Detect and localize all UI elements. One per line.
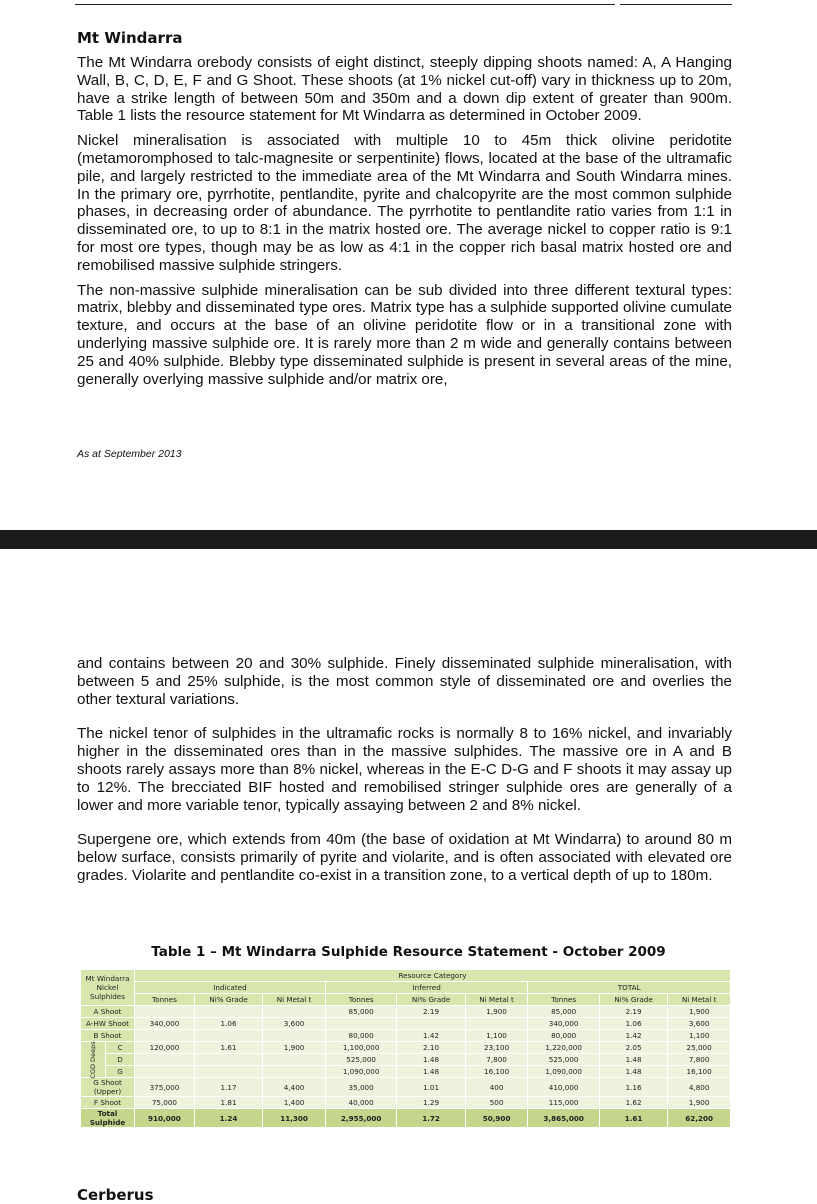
table-cell: 1.48	[397, 1066, 465, 1078]
column-header: Ni% Grade	[194, 994, 262, 1006]
table-cell: 16,100	[465, 1066, 528, 1078]
row-sublabel: G	[106, 1066, 135, 1078]
table-cell: 75,000	[135, 1097, 195, 1109]
table-cell: 1.24	[194, 1109, 262, 1128]
group-header-total: TOTAL	[528, 982, 731, 994]
table-cell: 1,100	[465, 1030, 528, 1042]
table-cell	[194, 1030, 262, 1042]
table-row	[81, 1054, 731, 1066]
table-cell: 25,000	[668, 1042, 731, 1054]
table-cell: 23,100	[465, 1042, 528, 1054]
table-cell: 910,000	[135, 1109, 195, 1128]
page-2-body	[77, 655, 732, 902]
section-heading: Mt Windarra	[77, 29, 183, 47]
top-rule-right	[620, 0, 732, 5]
row-sublabel: D	[106, 1054, 135, 1066]
table-cell: 1,900	[668, 1097, 731, 1109]
table-cell: 7,800	[668, 1054, 731, 1066]
cgd-deeps-label	[81, 1042, 106, 1078]
table-cell: 1.06	[599, 1018, 667, 1030]
table-cell: 80,000	[528, 1030, 599, 1042]
table-cell: 2.19	[599, 1006, 667, 1018]
table-cell: 35,000	[325, 1078, 396, 1097]
table-cell	[263, 1030, 326, 1042]
row-label: A Shoot	[81, 1006, 135, 1018]
table-cell	[325, 1018, 396, 1030]
table-cell: 375,000	[135, 1078, 195, 1097]
table-cell: 1,900	[263, 1042, 326, 1054]
row-sublabel: C	[106, 1042, 135, 1054]
group-header-inferred: Inferred	[325, 982, 528, 994]
table-cell: 1,090,000	[325, 1066, 396, 1078]
table-cell: 1,220,000	[528, 1042, 599, 1054]
paragraph: Supergene ore, which extends from 40m (the base of oxidation at Mt Windarra) to around 80 m below surface, consists primarily of pyrite and violarite, and is often associated with elevated ore grades. Violarite and pentlandite co-exist in a transition zone, to a vertical depth of up to 180m.	[77, 831, 732, 884]
table-cell: 120,000	[135, 1042, 195, 1054]
table-cell: 410,000	[528, 1078, 599, 1097]
column-header: Ni% Grade	[599, 994, 667, 1006]
row-label: A-HW Shoot	[81, 1018, 135, 1030]
page-divider	[0, 530, 817, 549]
table-cell: 1.61	[194, 1042, 262, 1054]
table-cell: 1.17	[194, 1078, 262, 1097]
page-1-body	[77, 29, 732, 395]
table-cell: 3,865,000	[528, 1109, 599, 1128]
table-row	[81, 1109, 731, 1128]
table-cell: 1.29	[397, 1097, 465, 1109]
table-cell: 1,100,000	[325, 1042, 396, 1054]
table-row	[81, 1006, 731, 1018]
table-cell: 62,200	[668, 1109, 731, 1128]
table-body	[81, 1006, 731, 1128]
row-label: B Shoot	[81, 1030, 135, 1042]
row-header: Mt Windarra Nickel Sulphides	[81, 970, 135, 1006]
next-section-heading: Cerberus	[77, 1186, 154, 1204]
table-cell: 1,090,000	[528, 1066, 599, 1078]
table-cell: 4,400	[263, 1078, 326, 1097]
table-cell: 50,900	[465, 1109, 528, 1128]
paragraph: The non-massive sulphide mineralisation can be sub divided into three different textural types: matrix, blebby and disseminated type ores. Matrix type has a sulphide supported olivine cumulate texture, and occurs at the base of an olivine peridotite flow or in a transitional zone with underlying massive sulphide ore. It is rarely more than 2 m wide and generally contains between 25 and 40% sulphide. Blebby type disseminated sulphide is present in several areas of the mine, generally overlying massive sulphide and/or matrix ore,	[77, 281, 732, 388]
table-cell: 1.81	[194, 1097, 262, 1109]
paragraph: The nickel tenor of sulphides in the ultramafic rocks is normally 8 to 16% nickel, and invariably higher in the disseminated ores than in the massive sulphides. The massive ore in A and B shoots rarely assays more than 8% nickel, whereas in the E-C D-G and F shoots it may assay up to 12%. The brecciated BIF hosted and remobilised stringer sulphide ores are generally of a lower and more variable tenor, typically assaying between 2 and 8% nickel.	[77, 725, 732, 814]
column-header: Tonnes	[528, 994, 599, 1006]
table-cell: 1,900	[465, 1006, 528, 1018]
table-cell: 11,300	[263, 1109, 326, 1128]
table-title: Table 1 – Mt Windarra Sulphide Resource Statement - October 2009	[151, 944, 666, 960]
table-cell: 1.42	[599, 1030, 667, 1042]
table-cell	[263, 1066, 326, 1078]
table-cell: 1.42	[397, 1030, 465, 1042]
table-cell: 2.05	[599, 1042, 667, 1054]
paragraph: The Mt Windarra orebody consists of eight distinct, steeply dipping shoots named: A, A Hanging Wall, B, C, D, E, F and G Shoot. These shoots (at 1% nickel cut-off) vary in thickness up to 20m, have a strike length of between 50m and 350m and a down dip extent of greater than 900m. Table 1 lists the resource statement for Mt Windarra as determined in October 2009.	[77, 54, 732, 125]
table-cell: 16,100	[668, 1066, 731, 1078]
table-cell: 1.06	[194, 1018, 262, 1030]
table-cell: 500	[465, 1097, 528, 1109]
column-header: Tonnes	[135, 994, 195, 1006]
column-header: Tonnes	[325, 994, 396, 1006]
row-label: F Shoot	[81, 1097, 135, 1109]
table-cell: 340,000	[135, 1018, 195, 1030]
table-cell: 1,400	[263, 1097, 326, 1109]
table-cell: 85,000	[325, 1006, 396, 1018]
table-cell	[135, 1006, 195, 1018]
table-row	[81, 1030, 731, 1042]
category-header: Resource Category	[135, 970, 731, 982]
table-cell	[263, 1054, 326, 1066]
table-cell: 525,000	[325, 1054, 396, 1066]
table-cell: 1,100	[668, 1030, 731, 1042]
table-cell	[135, 1066, 195, 1078]
table-cell: 85,000	[528, 1006, 599, 1018]
table-cell	[194, 1054, 262, 1066]
table-cell	[263, 1006, 326, 1018]
table-cell: 1.61	[599, 1109, 667, 1128]
table-row	[81, 1018, 731, 1030]
column-header: Ni% Grade	[397, 994, 465, 1006]
top-rule	[75, 0, 615, 5]
column-header: Ni Metal t	[465, 994, 528, 1006]
table-cell: 4,800	[668, 1078, 731, 1097]
column-header: Ni Metal t	[263, 994, 326, 1006]
paragraph: Nickel mineralisation is associated with multiple 10 to 45m thick olivine peridotite (metamoromphosed to talc-magnesite or serpentinite) flows, located at the base of the ultramafic pile, and largely restricted to the immediate area of the Mt Windarra and South Windarra mines. In the primary ore, pyrrhotite, pentlandite, pyrite and chalcopyrite are the most common sulphide phases, in decreasing order of abundance. The pyrrhotite to pentlandite ratio varies from 1:1 in disseminated ore, to up to 8:1 in the matrix hosted ore. The average nickel to copper ratio is 9:1 for most ore types, though may be as low as 4:1 in the copper rich basal matrix hosted ore and remobilised massive sulphide stringers.	[77, 132, 732, 274]
table-cell	[194, 1006, 262, 1018]
table-cell: 400	[465, 1078, 528, 1097]
table-cell: 340,000	[528, 1018, 599, 1030]
row-label: G Shoot (Upper)	[81, 1078, 135, 1097]
table-cell: 2.19	[397, 1006, 465, 1018]
table-row	[81, 1066, 731, 1078]
table-cell: 2,955,000	[325, 1109, 396, 1128]
table-cell: 7,800	[465, 1054, 528, 1066]
table-cell: 3,600	[263, 1018, 326, 1030]
table-cell: 1.72	[397, 1109, 465, 1128]
table-cell: 1.48	[599, 1054, 667, 1066]
resource-table	[80, 969, 731, 1128]
table-cell: 1.62	[599, 1097, 667, 1109]
table-cell: 115,000	[528, 1097, 599, 1109]
table-cell: 1.16	[599, 1078, 667, 1097]
table-cell: 80,000	[325, 1030, 396, 1042]
page-footer-note: As at September 2013	[77, 448, 182, 460]
table-cell: 1.01	[397, 1078, 465, 1097]
table-cell: 525,000	[528, 1054, 599, 1066]
column-header: Ni Metal t	[668, 994, 731, 1006]
paragraph: and contains between 20 and 30% sulphide. Finely disseminated sulphide mineralisation, with between 5 and 25% sulphide, is the most common style of disseminated ore and overlies the other textural variations.	[77, 655, 732, 708]
group-header-indicated: Indicated	[135, 982, 326, 994]
row-label: Total Sulphide	[81, 1109, 135, 1128]
table-cell	[465, 1018, 528, 1030]
table-cell: 2.10	[397, 1042, 465, 1054]
table-row	[81, 1078, 731, 1097]
table-cell	[397, 1018, 465, 1030]
table-cell	[135, 1054, 195, 1066]
table-cell: 40,000	[325, 1097, 396, 1109]
table-cell	[135, 1030, 195, 1042]
table-cell: 1.48	[599, 1066, 667, 1078]
table-row	[81, 1042, 731, 1054]
table-row	[81, 1097, 731, 1109]
table-cell: 3,600	[668, 1018, 731, 1030]
table-cell: 1,900	[668, 1006, 731, 1018]
cgd-deeps-text: CGD Deeps	[89, 1040, 97, 1079]
table-cell: 1.48	[397, 1054, 465, 1066]
table-cell	[194, 1066, 262, 1078]
